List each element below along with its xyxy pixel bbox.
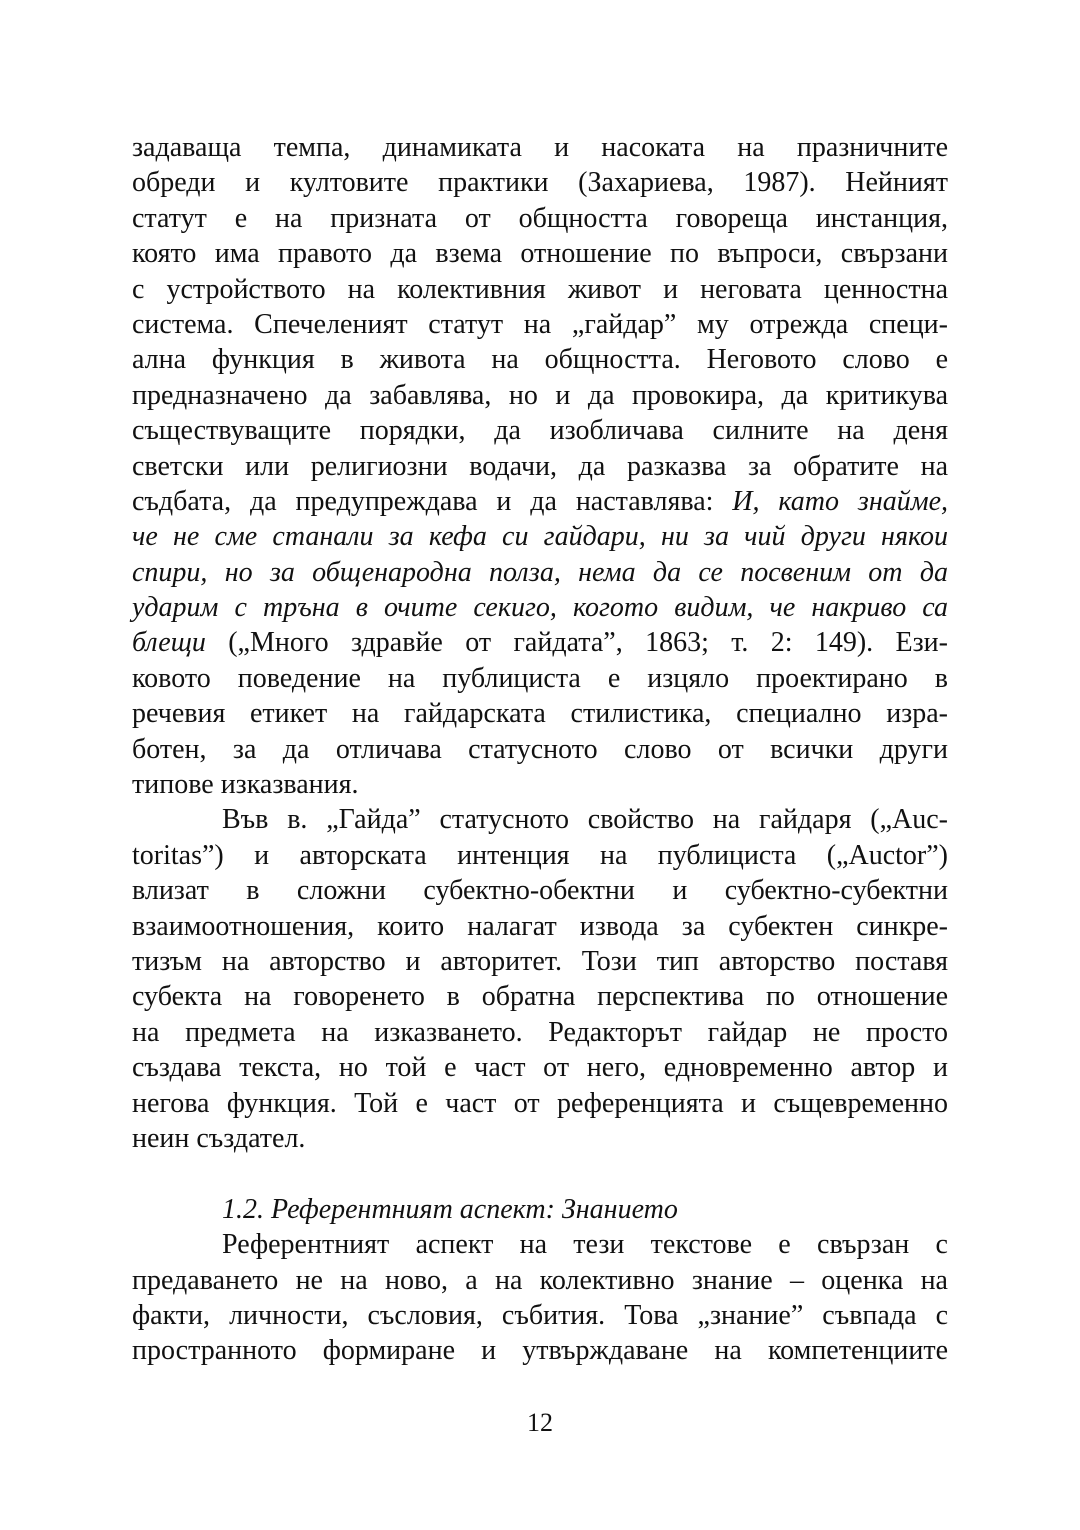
text-line: ботен, за да отличава статусното слово от всички други — [132, 733, 948, 765]
text-line: типове изказвания. — [132, 769, 359, 801]
text-line: система. Спечеленият статут на „гайдар” му отрежда специ- — [132, 308, 948, 340]
text-line: задаваща темпа, динамиката и насоката на празничните — [132, 132, 948, 163]
paragraph — [132, 802, 948, 1156]
text-line: създава текста, но той е част от него, едновременно автор и — [132, 1052, 948, 1084]
text-line: която има правото да взема отношение по въпроси, свързани — [132, 238, 948, 270]
text-line: неин създател. — [132, 1122, 306, 1154]
text-line: факти, личности, съсловия, събития. Това „знание” съвпада с — [132, 1299, 948, 1331]
text-line: предназначено да забавлява, но и да провокира, да критикува — [132, 379, 948, 411]
text-line: Във в. „Гайда” статусното свойство на гайдаря („Auc- — [222, 804, 948, 836]
text-segment: съдбата, да предупреждава и да наставлява: — [132, 485, 733, 517]
text-line: ковото поведение на публициста е изцяло проектирано в — [132, 662, 948, 694]
citation-segment: („Много здравйе от гайдата”, 1863; т. 2: 149). Ези- — [205, 627, 948, 659]
blank-line — [132, 1156, 948, 1191]
text-line: обреди и култовите практики (Захариева, 1987). Нейният — [132, 167, 948, 199]
text-line: пространното формиране и утвърждаване на компетенциите — [132, 1335, 948, 1367]
quote-segment: И, като знайме, — [732, 485, 948, 517]
text-line: на предмета на изказването. Редакторът гайдар не просто — [132, 1016, 948, 1048]
quote-line — [132, 519, 948, 554]
quote-segment: че не сме станали за кефа си гайдари, ни за чий други някои — [132, 521, 948, 553]
text-line: светски или религиозни водачи, да разказва за обратите на — [132, 450, 948, 482]
text-line — [132, 625, 948, 660]
paragraph — [132, 130, 948, 802]
text-line: тизъм на авторство и авторитет. Този тип авторство поставя — [132, 945, 948, 977]
section-heading: 1.2. Референтният аспект: Знанието — [222, 1193, 678, 1225]
quote-line — [132, 555, 948, 590]
quote-segment: спири, но за общенародна полза, нема да се посвеним от да — [132, 556, 948, 588]
text-line: ална функция в живота на общността. Неговото слово е — [132, 344, 948, 376]
text-line: влизат в сложни субектно-обектни и субектно-субектни — [132, 875, 948, 907]
page-body — [132, 130, 948, 1369]
text-line: взаимоотношения, които налагат извода за субектен синкре- — [132, 910, 948, 942]
page-number: 12 — [527, 1408, 553, 1437]
text-line: toritas”) и авторската интенция на публициста („Auctor”) — [132, 839, 948, 871]
text-line: Референтният аспект на тези текстове е свързан с — [222, 1229, 948, 1261]
quote-segment: ударим с трънa в очите секиго, когото видим, че накриво са — [132, 592, 948, 624]
text-line: негова функция. Той е част от референцията и същевременно — [132, 1087, 948, 1119]
text-line: речевия етикет на гайдарската стилистика, специално изра- — [132, 698, 948, 730]
paragraph — [132, 1227, 948, 1369]
text-line: статут е на призната от общността говореща инстанция, — [132, 202, 948, 234]
text-line: предаването не на ново, а на колективно знание – оценка на — [132, 1264, 948, 1296]
text-line — [132, 484, 948, 519]
quote-line — [132, 590, 948, 625]
text-line: съществуващите порядки, да изобличава силните на деня — [132, 415, 948, 447]
text-line: субекта на говоренето в обратна перспектива по отношение — [132, 981, 948, 1013]
text-line: с устройството на колективния живот и неговата ценностна — [132, 273, 948, 305]
quote-segment: блещи — [132, 627, 206, 659]
